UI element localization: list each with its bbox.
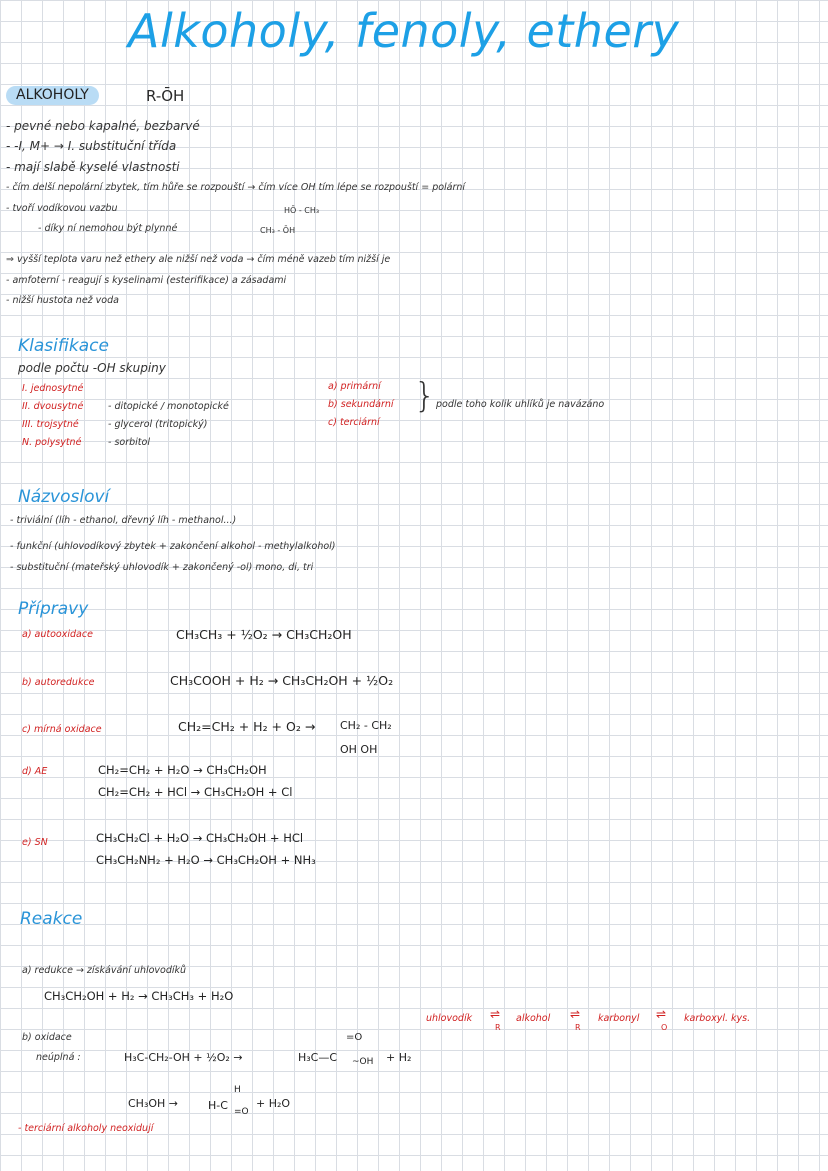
- side-note-b: alkohol: [516, 1013, 551, 1024]
- side-note-a: uhlovodík: [426, 1013, 473, 1024]
- note-line: - amfoterní - reagují s kyselinami (esterifikace) a zásadami: [6, 275, 287, 286]
- klasifikace-subheading: podle počtu -OH skupiny: [18, 361, 166, 375]
- hbond-bottom: CH₃ - ŌH: [260, 226, 296, 235]
- reakce-sub: neúplná :: [36, 1052, 81, 1063]
- side-note-r: R: [495, 1023, 501, 1032]
- side-note-c: karbonyl: [598, 1013, 640, 1024]
- side-note-o: O: [661, 1023, 668, 1032]
- klasifikace-item: III. trojsytné: [22, 419, 79, 430]
- heading-priprava: Přípravy: [18, 599, 89, 619]
- priprava-equation: CH₂=CH₂ + HCl → CH₃CH₂OH + Cl: [98, 785, 293, 799]
- reakce-note: - terciární alkoholy neoxidují: [18, 1123, 154, 1134]
- reakce-product: H₃C—C: [298, 1051, 338, 1064]
- note-line: ⇒ vyšší teplota varu než ethery ale nižší než voda → čím méně vazeb tím nižší je: [6, 254, 391, 265]
- klasifikace-right-item: a) primární: [328, 381, 381, 392]
- priprava-product: CH₂ - CH₂: [340, 719, 392, 732]
- note-line: - nižší hustota než voda: [6, 295, 119, 306]
- reakce-label: b) oxidace: [22, 1032, 72, 1043]
- reakce-label: a) redukce → získávání uhlovodíků: [22, 965, 187, 976]
- reakce-equation: H₃C-CH₂-OH + ½O₂ →: [124, 1051, 243, 1064]
- note-line: - -I, M+ → I. substituční třída: [6, 139, 177, 153]
- brace-icon: }: [414, 376, 436, 416]
- klasifikace-desc: - glycerol (tritopický): [108, 419, 208, 430]
- priprava-equation: CH₂=CH₂ + H₂ + O₂ →: [178, 719, 316, 734]
- hbond-top: HŌ - CH₃: [284, 206, 320, 215]
- section-badge-alkoholy: ALKOHOLY: [6, 86, 99, 105]
- nazvoslovi-line: - triviální (líh - ethanol, dřevný líh - methanol...): [10, 515, 237, 526]
- klasifikace-right-item: c) terciární: [328, 417, 380, 428]
- reakce-plus: + H₂: [386, 1051, 412, 1064]
- reakce-equation: CH₃OH →: [128, 1097, 179, 1110]
- priprava-equation: CH₃CH₂Cl + H₂O → CH₃CH₂OH + HCl: [96, 831, 304, 845]
- equilibrium-icon: ⇌: [570, 1007, 581, 1021]
- priprava-label: b) autoredukce: [22, 677, 95, 688]
- priprava-equation: CH₂=CH₂ + H₂O → CH₃CH₂OH: [98, 763, 267, 777]
- priprava-equation: CH₃COOH + H₂ → CH₃CH₂OH + ½O₂: [170, 673, 394, 688]
- priprava-label: d) AE: [22, 766, 48, 777]
- reakce-product-h: H: [234, 1085, 241, 1095]
- reakce-product-oh: ~OH: [352, 1057, 374, 1067]
- klasifikace-item: II. dvousytné: [22, 401, 84, 412]
- klasifikace-right-note: podle toho kolik uhlíků je navázáno: [436, 399, 605, 410]
- heading-reakce: Reakce: [20, 909, 83, 929]
- note-line: - mají slabě kyselé vlastnosti: [6, 160, 180, 174]
- priprava-equation: CH₃CH₃ + ½O₂ → CH₃CH₂OH: [176, 627, 352, 642]
- heading-klasifikace: Klasifikace: [18, 336, 109, 356]
- reakce-product: H-C: [208, 1099, 228, 1112]
- klasifikace-item: I. jednosytné: [22, 383, 84, 394]
- equilibrium-icon: ⇌: [656, 1007, 667, 1021]
- note-line: - čím delší nepolární zbytek, tím hůře se rozpouští → čím více OH tím lépe se rozpouští = polární: [6, 182, 466, 193]
- priprava-label: c) mírná oxidace: [22, 724, 102, 735]
- priprava-label: e) SN: [22, 837, 48, 848]
- klasifikace-item: N. polysytné: [22, 437, 82, 448]
- priprava-product: OH OH: [340, 743, 378, 756]
- note-line: - díky ní nemohou být plynné: [38, 223, 178, 234]
- equilibrium-icon: ⇌: [490, 1007, 501, 1021]
- side-note-d: karboxyl. kys.: [684, 1013, 751, 1024]
- klasifikace-right-item: b) sekundární: [328, 399, 394, 410]
- reakce-product-o: =O: [346, 1032, 363, 1043]
- nazvoslovi-line: - funkční (uhlovodíkový zbytek + zakončení alkohol - methylalkohol): [10, 541, 336, 552]
- alkohol-formula: R-ŌH: [146, 87, 185, 105]
- priprava-label: a) autooxidace: [22, 629, 93, 640]
- reakce-plus: + H₂O: [256, 1097, 291, 1110]
- note-line: - pevné nebo kapalné, bezbarvé: [6, 119, 200, 133]
- heading-nazvoslovi: Názvosloví: [18, 487, 110, 507]
- reakce-product-o: =O: [234, 1107, 249, 1117]
- page-title: Alkoholy, fenoly, ethery: [128, 4, 680, 58]
- reakce-equation: CH₃CH₂OH + H₂ → CH₃CH₃ + H₂O: [44, 989, 234, 1003]
- note-line: - tvoří vodíkovou vazbu: [6, 203, 118, 214]
- side-note-r: R: [575, 1023, 581, 1032]
- priprava-equation: CH₃CH₂NH₂ + H₂O → CH₃CH₂OH + NH₃: [96, 853, 316, 867]
- nazvoslovi-line: - substituční (mateřský uhlovodík + zakončený -ol) mono, di, tri: [10, 562, 314, 573]
- klasifikace-desc: - ditopické / monotopické: [108, 401, 229, 412]
- klasifikace-desc: - sorbitol: [108, 437, 150, 448]
